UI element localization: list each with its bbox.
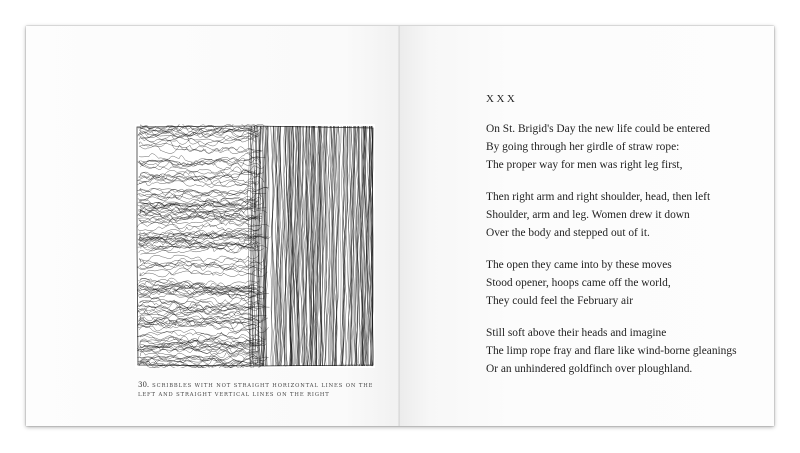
scribble-stroke xyxy=(140,297,259,307)
poem xyxy=(486,92,774,392)
scribble-stroke xyxy=(137,262,257,270)
scribble-stroke xyxy=(140,170,264,182)
poem-stanza xyxy=(486,188,774,242)
poem-line: Then right arm and right shoulder, head, then left xyxy=(486,191,711,203)
scribble-stroke xyxy=(338,126,341,366)
poem-stanza xyxy=(486,120,774,174)
figure-caption-text: SCRIBBLES WITH NOT STRAIGHT HORIZONTAL LINES ON THE LEFT AND STRAIGHT VERTICAL LINES ON THE RIGHT xyxy=(138,383,374,398)
scribble-stroke xyxy=(139,326,266,339)
figure-number: 30. xyxy=(138,381,150,389)
scribble-stroke xyxy=(137,330,258,337)
poem-line: The limp rope fray and flare like wind-borne gleanings xyxy=(486,345,737,357)
scribble-artwork xyxy=(135,124,375,368)
scribble-stroke xyxy=(139,255,259,262)
scribble-stroke xyxy=(138,131,259,138)
poem-line: Shoulder, arm and leg. Women drew it down xyxy=(486,209,690,221)
poem-line: On St. Brigid's Day the new life could be entered xyxy=(486,123,711,135)
poem-line: The open they came into by these moves xyxy=(486,259,672,271)
poem-line: Still soft above their heads and imagine xyxy=(486,327,667,339)
poem-line: Over the body and stepped out of it. xyxy=(486,227,650,239)
poem-stanza xyxy=(486,256,774,310)
poem-title: XXX xyxy=(486,93,518,105)
figure-caption xyxy=(138,381,388,400)
scribble-stroke xyxy=(139,181,258,188)
scribble-stroke xyxy=(139,138,255,147)
scribble-stroke xyxy=(271,126,274,366)
scribble-stroke xyxy=(139,186,269,199)
poem-line: Or an unhindered goldfinch over ploughland. xyxy=(486,363,693,375)
poem-stanza xyxy=(486,324,774,378)
left-page xyxy=(26,26,400,426)
poem-line: The proper way for men was right leg first, xyxy=(486,159,683,171)
poem-line: They could feel the February air xyxy=(486,295,634,307)
scribble-stroke xyxy=(360,126,362,366)
poem-line: Stood opener, hoops came off the world, xyxy=(486,277,671,289)
book-spread xyxy=(26,26,774,426)
poem-line: By going through her girdle of straw rope: xyxy=(486,141,680,153)
scribble-stroke xyxy=(141,188,269,195)
scribble-drawing xyxy=(135,124,375,368)
scribble-stroke xyxy=(139,153,259,162)
scribble-stroke xyxy=(137,335,260,346)
scribble-stroke xyxy=(140,146,263,154)
